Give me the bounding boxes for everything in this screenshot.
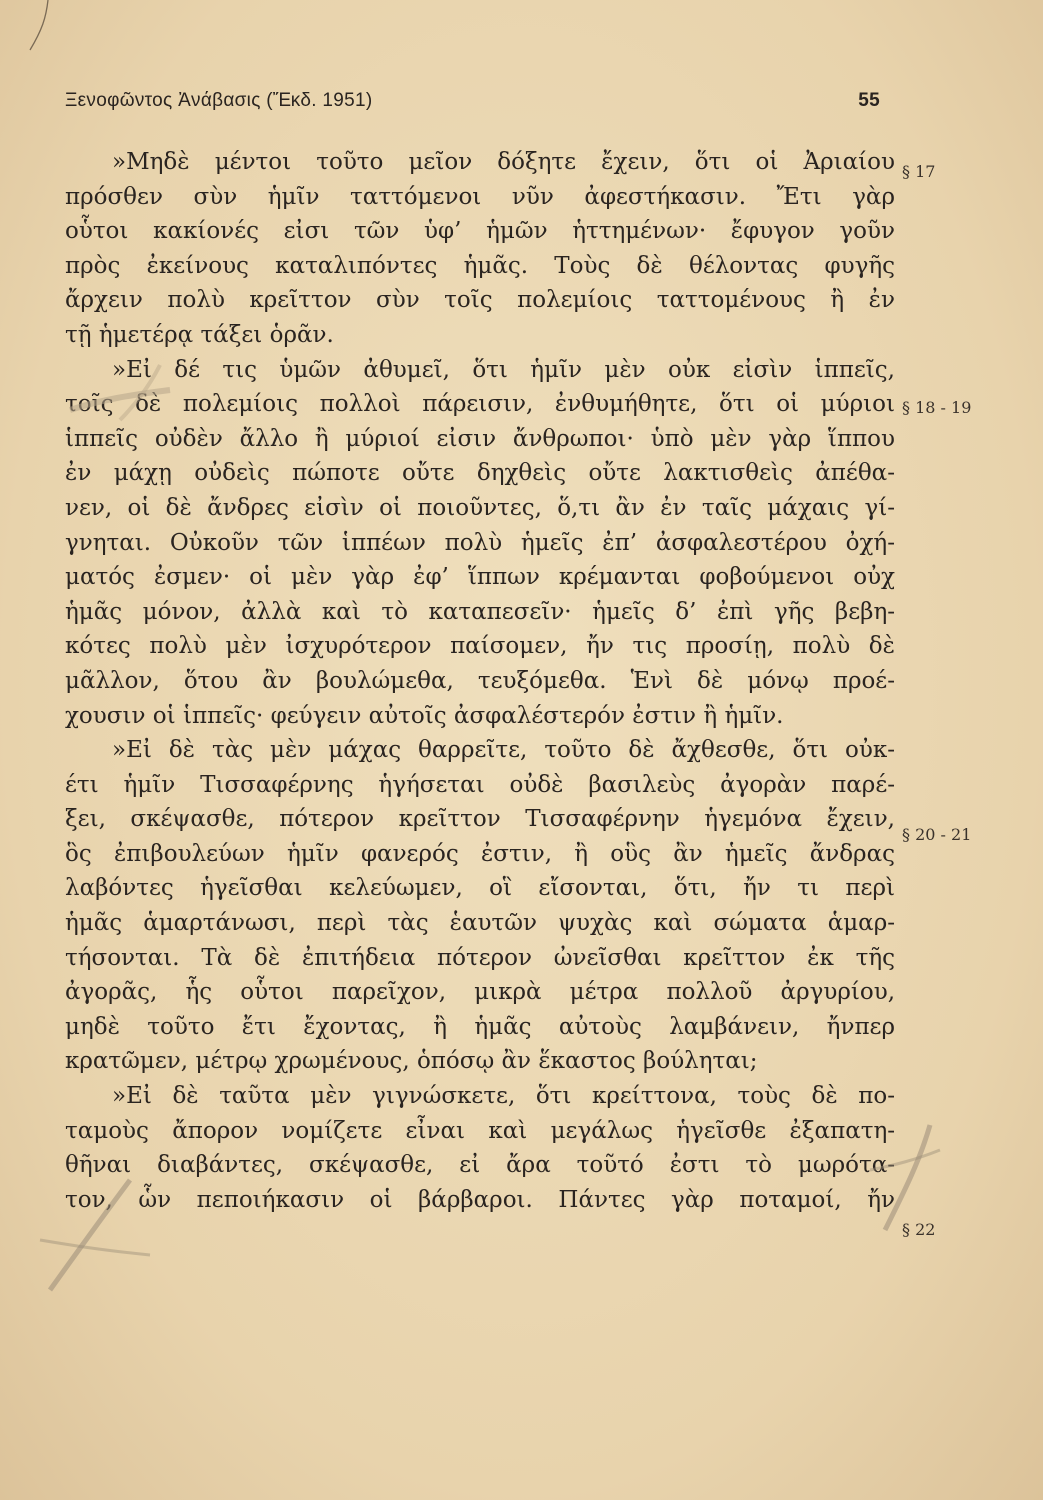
text-line: γνηται. Οὐκοῦν τῶν ἱππέων πολὺ ἡμεῖς ἐπ’ ἀσφαλεστέρου ὀχή-: [65, 529, 895, 556]
text-line: τῇ ἡμετέρᾳ τάξει ὁρᾶν.: [65, 321, 334, 348]
text-line: έτι ἡμῖν Τισσαφέρνης ἡγήσεται οὐδὲ βασιλεὺς ἀγορὰν παρέ-: [65, 771, 895, 798]
wear-smudge-mark: [860, 1120, 950, 1240]
text-line: χουσιν οἱ ἱππεῖς· φεύγειν αὐτοῖς ἀσφαλέστερόν ἐστιν ἢ ἡμῖν.: [65, 702, 784, 729]
page-number: 55: [858, 90, 880, 111]
text-line: πρόσθεν σὺν ἡμῖν ταττόμενοι νῦν ἀφεστήκασιν. Ἔτι γὰρ: [65, 183, 895, 210]
text-line: μηδὲ τοῦτο ἔτι ἔχοντας, ἢ ἡμᾶς αὐτοὺς λαμβάνειν, ἤνπερ: [65, 1013, 895, 1040]
wear-smudge-mark: [30, 1160, 160, 1300]
text-line: τοῖς δὲ πολεμίοις πολλοὶ πάρεισιν, ἐνθυμήθητε, ὅτι οἱ μύριοι: [65, 391, 895, 418]
text-line: »Μηδὲ μέντοι τοῦτο μεῖον δόξητε ἔχειν, ὅτι οἱ Ἀριαίου: [112, 149, 895, 175]
text-line: κρατῶμεν, μέτρῳ χρωμένους, ὁπόσῳ ἂν ἕκαστος βούληται;: [65, 1048, 758, 1075]
text-line: πρὸς ἐκείνους καταλιπόντες ἡμᾶς. Τοὺς δὲ θέλοντας φυγῆς: [65, 252, 895, 279]
text-line: »Εἰ δὲ ταῦτα μὲν γιγνώσκετε, ὅτι κρείττονα, τοὺς δὲ πο-: [112, 1083, 895, 1110]
running-header: [65, 90, 880, 118]
text-line: ἱππεῖς οὐδὲν ἄλλο ἢ μύριοί εἰσιν ἄνθρωποι· ὑπὸ μὲν γὰρ ἵππου: [65, 425, 895, 452]
ink-corner-mark: [18, 0, 58, 60]
text-line: ἡμᾶς μόνον, ἀλλὰ καὶ τὸ καταπεσεῖν· ἡμεῖς δ’ ἐπὶ γῆς βεβη-: [65, 598, 895, 625]
text-line: ματός ἐσμεν· οἱ μὲν γὰρ ἐφ’ ἵππων κρέμανται φοβούμενοι οὐχ: [65, 564, 895, 591]
text-line: ἀγορᾶς, ἧς οὗτοι παρεῖχον, μικρὰ μέτρα πολλοῦ ἀργυρίου,: [65, 979, 895, 1006]
text-line: οὗτοι κακίονές εἰσι τῶν ὑφ’ ἡμῶν ἡττημένων· ἔφυγον γοῦν: [65, 218, 895, 245]
text-line: ἡμᾶς ἁμαρτάνωσι, περὶ τὰς ἑαυτῶν ψυχὰς καὶ σώματα ἁμαρ-: [65, 910, 895, 937]
text-line: νεν, οἱ δὲ ἄνδρες εἰσὶν οἱ ποιοῦντες, ὅ,τι ἂν ἐν ταῖς μάχαις γί-: [65, 494, 895, 521]
book-title: Ξενοφῶντος Ἀνάβασις (Ἔκδ. 1951): [65, 90, 373, 111]
text-line: ἐν μάχῃ οὐδεὶς πώποτε οὔτε δηχθεὶς οὔτε λακτισθεὶς ἀπέθα-: [65, 460, 895, 487]
text-line: ἄρχειν πολὺ κρεῖττον σὺν τοῖς πολεμίοις ταττομένους ἢ ἐν: [65, 287, 895, 314]
text-line: »Εἰ δὲ τὰς μὲν μάχας θαρρεῖτε, τοῦτο δὲ ἄχθεσθε, ὅτι οὐκ-: [112, 737, 895, 764]
section-marker: § 17: [902, 162, 936, 181]
wear-smudge-mark: [60, 350, 200, 440]
text-line: ὃς ἐπιβουλεύων ἡμῖν φανερός ἐστιν, ἢ οὓς ἂν ἡμεῖς ἄνδρας: [65, 840, 895, 867]
text-line: τον, ὧν πεποιήκασιν οἱ βάρβαροι. Πάντες γὰρ ποταμοί, ἤν: [65, 1186, 895, 1213]
text-line: κότες πολὺ μὲν ἰσχυρότερον παίσομεν, ἤν τις προσίῃ, πολὺ δὲ: [65, 633, 895, 660]
text-line: λαβόντες ἡγεῖσθαι κελεύωμεν, οἳ εἴσονται, ὅτι, ἤν τι περὶ: [65, 875, 895, 902]
text-line: θῆναι διαβάντες, σκέψασθε, εἰ ἄρα τοῦτό ἐστι τὸ μωρότα-: [65, 1152, 895, 1179]
text-body: [65, 145, 895, 1217]
section-marker: § 20 - 21: [902, 825, 972, 844]
text-line: ταμοὺς ἄπορον νομίζετε εἶναι καὶ μεγάλως ἡγεῖσθε ἐξαπατη-: [65, 1117, 895, 1144]
section-marker: § 18 - 19: [902, 398, 972, 417]
text-line: μᾶλλον, ὅτου ἂν βουλώμεθα, τευξόμεθα. Ἑνὶ δὲ μόνῳ προέ-: [65, 667, 895, 694]
text-line: τήσονται. Τὰ δὲ ἐπιτήδεια πότερον ὠνεῖσθαι κρεῖττον ἐκ τῆς: [65, 944, 895, 971]
text-line: ξει, σκέψασθε, πότερον κρεῖττον Τισσαφέρνην ἡγεμόνα ἔχειν,: [65, 806, 895, 833]
text-line: »Εἰ δέ τις ὑμῶν ἀθυμεῖ, ὅτι ἡμῖν μὲν οὐκ εἰσὶν ἱππεῖς,: [112, 356, 895, 383]
section-marker: § 22: [902, 1220, 936, 1239]
